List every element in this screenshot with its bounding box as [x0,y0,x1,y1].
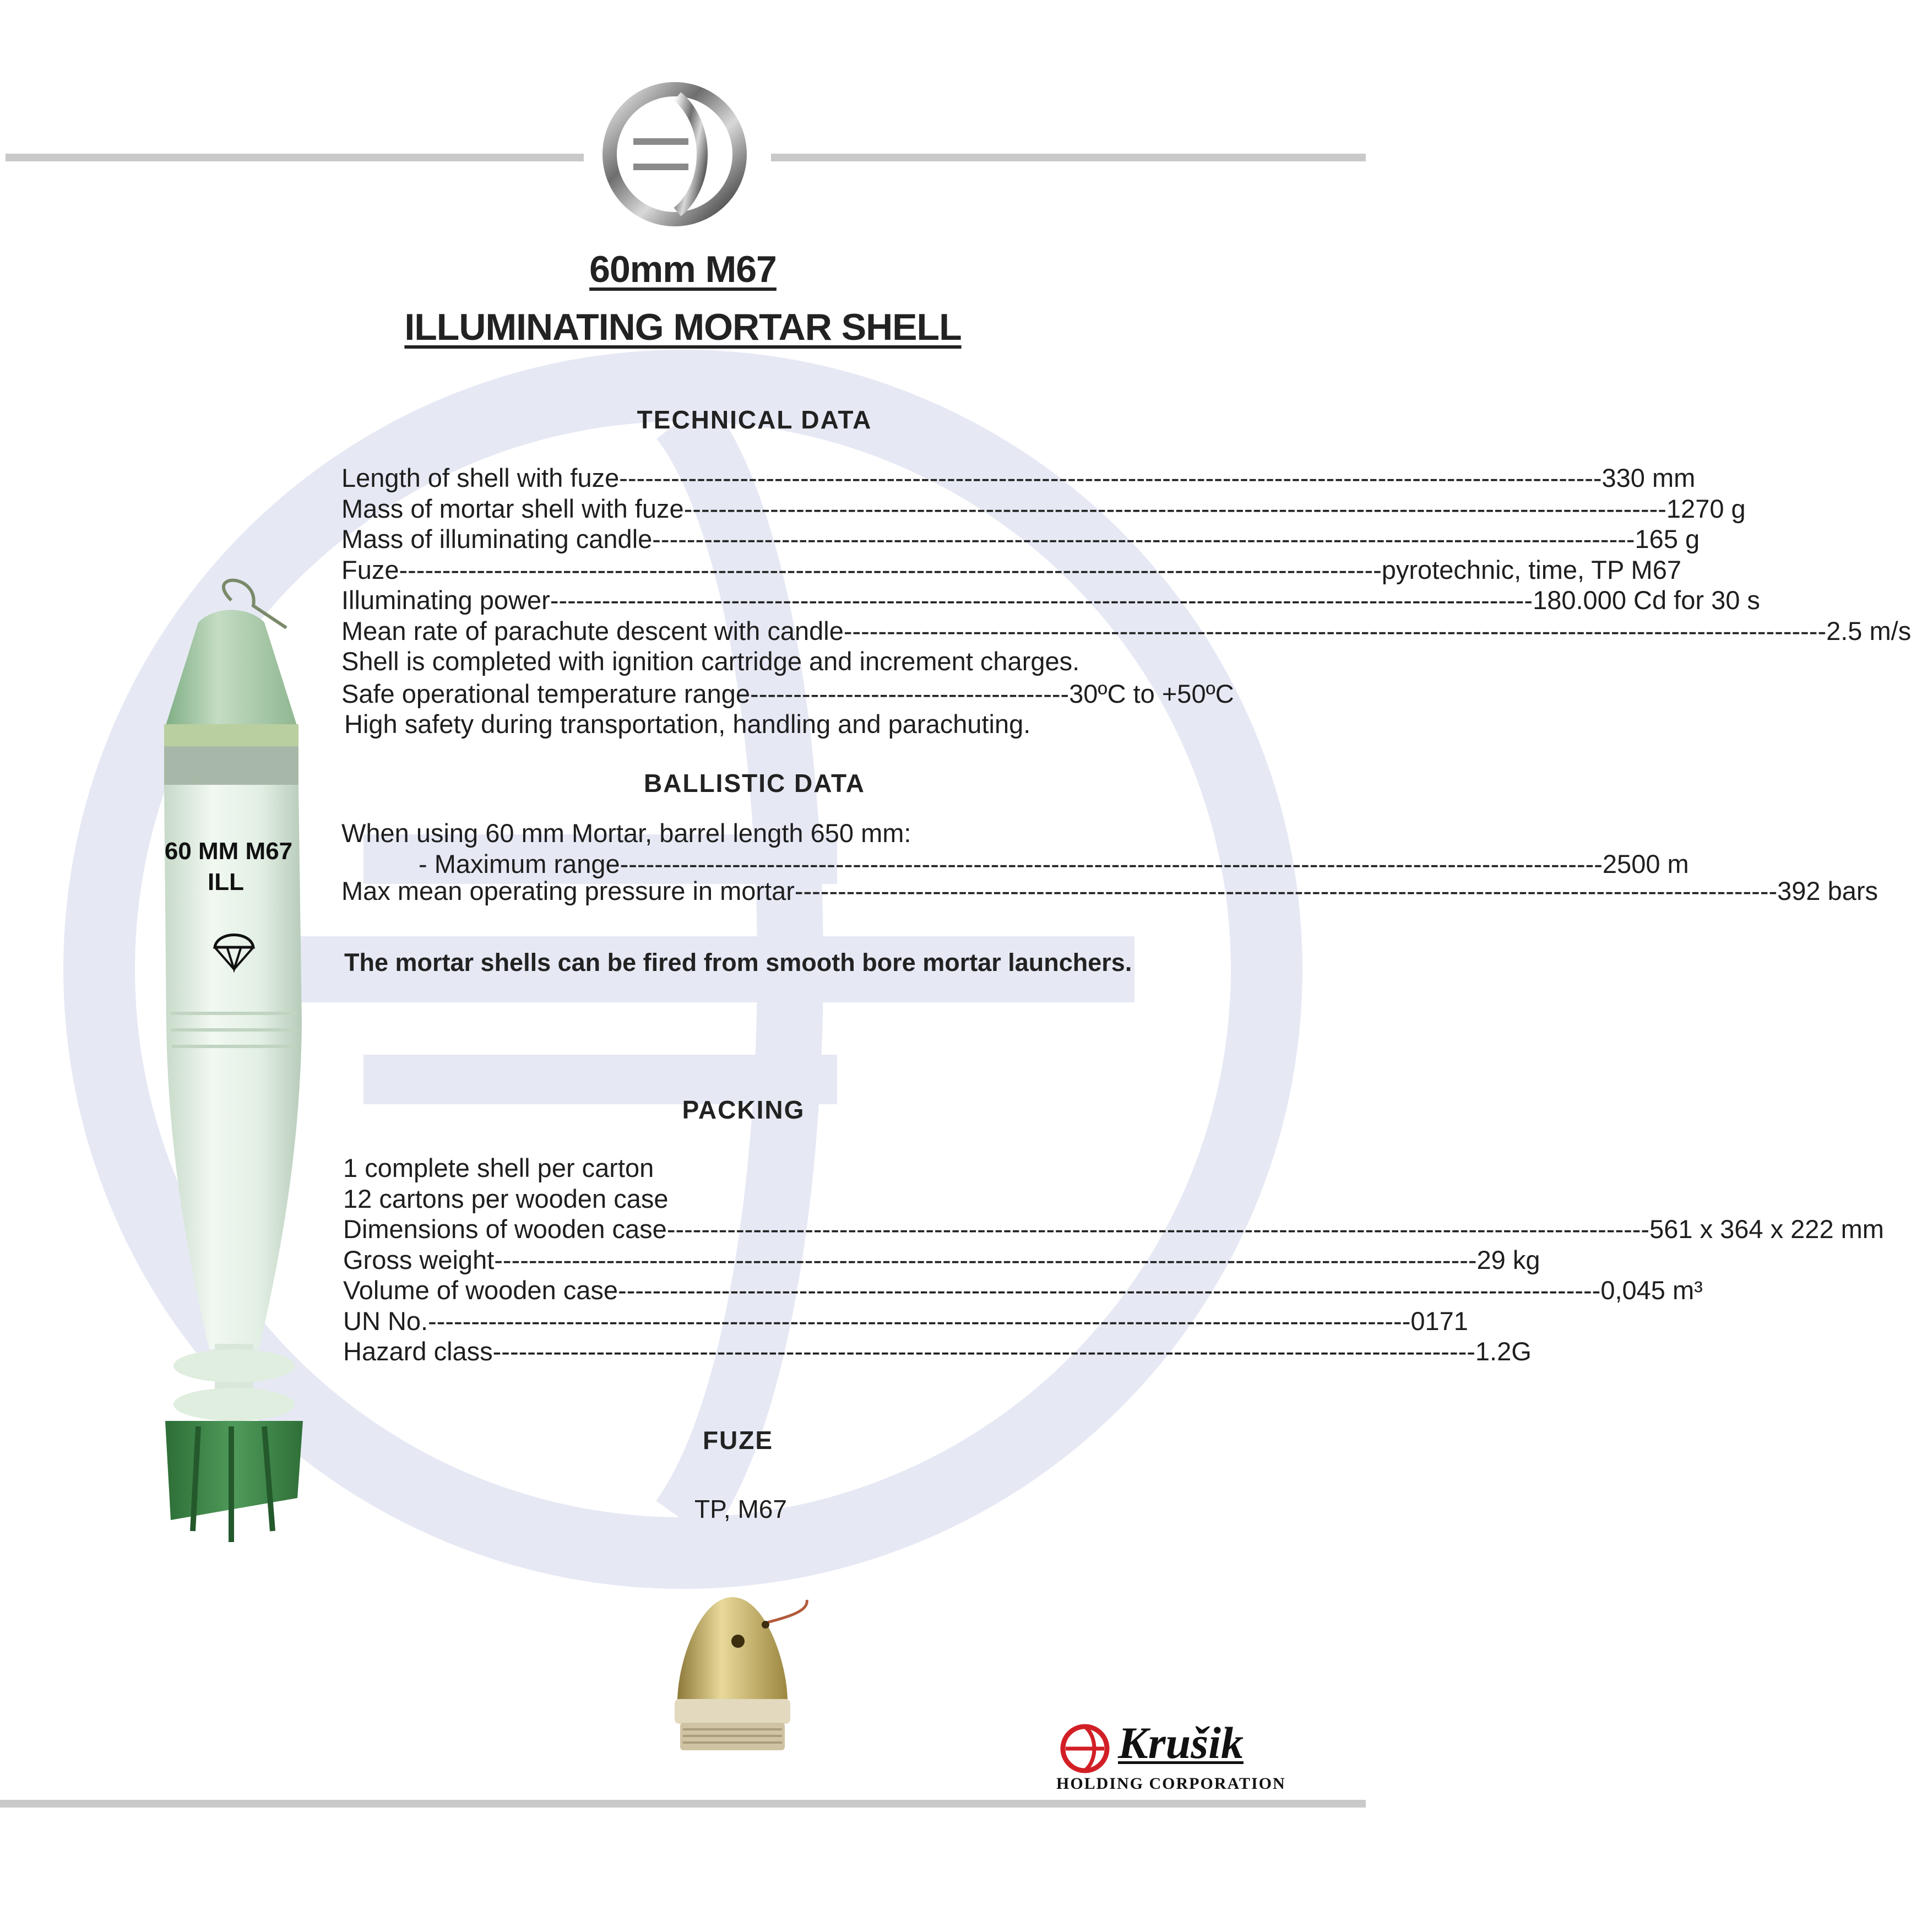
technical-row: Mean rate of parachute descent with candle ------------------------------------------------------------------------------------------------------------------ 2.5 m/s [341,616,1911,645]
fuze-value: TP, M67 [694,1495,787,1523]
title-line-1: 60mm M67 [589,248,777,290]
header-rule-right [771,154,1366,161]
brand-subtitle: HOLDING CORPORATION [1056,1774,1286,1793]
ballistic-range-row: - Maximum range ------------------------------------------------------------------------------------------------------------------ 2500 m [419,849,1689,878]
packing-row: Volume of wooden case ------------------------------------------------------------------------------------------------------------------ 0,045 m³ [343,1276,1703,1305]
ballistic-data-list [341,818,1879,907]
title-line-2: ILLUMINATING MORTAR SHELL [404,306,962,348]
technical-row: Mass of illuminating candle ------------------------------------------------------------------------------------------------------------------ 165 g [341,524,1700,553]
technical-row: Length of shell with fuze ------------------------------------------------------------------------------------------------------------------ 330 mm [341,463,1696,492]
ballistic-data-heading: BALLISTIC DATA [644,769,865,797]
header-rule-left [6,154,584,161]
ballistic-note: The mortar shells can be fired from smooth bore mortar launchers. [344,948,1132,976]
company-emblem-icon [600,80,749,229]
shell-label-line-1: 60 MM M67 [164,838,293,865]
mortar-shell-image [149,584,325,1542]
packing-row: Hazard class ------------------------------------------------------------------------------------------------------------------ 1.2G [343,1337,1532,1366]
krusik-logo-icon [1057,1721,1112,1776]
packing-heading: PACKING [682,1095,805,1124]
footer-rule [0,1800,1366,1808]
brand-name: Krušik [1118,1718,1244,1768]
technical-data-heading: TECHNICAL DATA [637,405,872,434]
packing-list [343,1153,1884,1367]
shell-label-line-2: ILL [208,869,244,896]
ballistic-intro: When using 60 mm Mortar, barrel length 650 mm: [341,818,911,848]
fuze-image [650,1586,826,1762]
packing-row: Gross weight ------------------------------------------------------------------------------------------------------------------ 29 kg [343,1245,1540,1274]
packing-row: Dimensions of wooden case ------------------------------------------------------------------------------------------------------------------ 561 x 364 x 222 mm [343,1214,1884,1244]
packing-line: 12 cartons per wooden case [343,1184,669,1213]
technical-row: Mass of mortar shell with fuze ------------------------------------------------------------------------------------------------------------------ 1270 g [341,493,1746,523]
technical-row: Fuze ------------------------------------------------------------------------------------------------------------------ pyrotechnic, time, TP M67 [341,555,1681,584]
packing-row: UN No. ------------------------------------------------------------------------------------------------------------------ 0171 [343,1306,1468,1336]
technical-data-list [341,463,1911,740]
ballistic-pressure-row: Max mean operating pressure in mortar ------------------------------------------------------------------------------------------------------------------ 392 bars [341,876,1879,905]
fuze-heading: FUZE [702,1426,774,1455]
technical-row: Illuminating power ------------------------------------------------------------------------------------------------------------------ 180.000 Cd for 30 s [341,585,1760,615]
packing-line: 1 complete shell per carton [343,1153,654,1182]
temperature-row: Safe operational temperature range ------------------------------------ -30ºC to +50ºC [341,679,1234,708]
charges-line: Shell is completed with ignition cartridge and increment charges. [341,647,1080,676]
safety-line: High safety during transportation, handling and parachuting. [344,709,1031,739]
